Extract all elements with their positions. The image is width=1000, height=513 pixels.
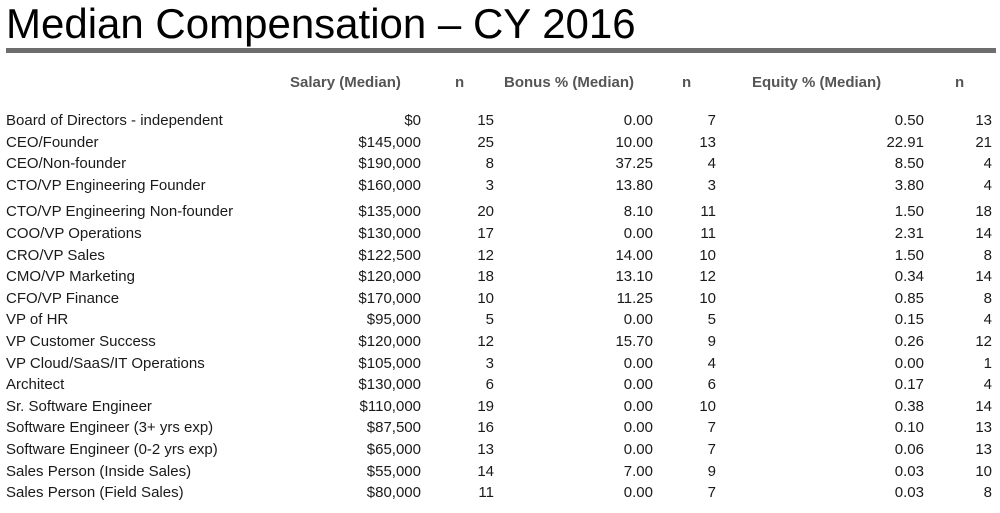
n-bonus-cell: 9 (707, 462, 716, 480)
equity-cell: 0.34 (894, 268, 924, 286)
role-cell: COO/VP Operations (6, 224, 142, 242)
bonus-cell: 0.00 (623, 484, 653, 502)
n-salary-cell: 13 (477, 440, 494, 458)
salary-cell: $145,000 (358, 133, 421, 151)
equity-cell: 0.10 (894, 419, 924, 437)
equity-cell: 0.38 (894, 397, 924, 415)
n-bonus-cell: 5 (707, 311, 716, 329)
n-salary-cell: 18 (477, 268, 494, 286)
table-row (0, 482, 1000, 504)
table-row (0, 266, 1000, 288)
column-header-n-salary: n (455, 74, 465, 91)
table-row (0, 331, 1000, 353)
equity-cell: 1.50 (894, 203, 924, 221)
salary-cell: $0 (404, 112, 421, 129)
role-cell: Software Engineer (0-2 yrs exp) (6, 440, 218, 458)
table-row (0, 461, 1000, 483)
n-equity-cell: 13 (975, 440, 992, 458)
salary-cell: $105,000 (358, 354, 421, 372)
bonus-cell: 11.25 (616, 289, 653, 307)
role-cell: CRO/VP Sales (6, 246, 105, 264)
n-salary-cell: 20 (477, 203, 494, 221)
table-row (0, 288, 1000, 310)
salary-cell: $130,000 (358, 224, 421, 242)
role-cell: Sales Person (Field Sales) (6, 484, 184, 502)
n-equity-cell: 4 (983, 376, 992, 394)
n-equity-cell: 14 (975, 397, 992, 415)
bonus-cell: 0.00 (623, 354, 653, 372)
n-bonus-cell: 9 (707, 332, 716, 350)
bonus-cell: 10.00 (615, 133, 653, 151)
n-salary-cell: 19 (477, 397, 494, 415)
equity-cell: 1.50 (894, 246, 924, 264)
bonus-cell: 13.10 (615, 268, 653, 286)
n-bonus-cell: 10 (699, 397, 716, 415)
n-bonus-cell: 4 (707, 155, 716, 173)
n-equity-cell: 4 (983, 311, 992, 329)
column-header-equity: Equity % (Median) (752, 74, 882, 91)
salary-cell: $65,000 (366, 440, 421, 458)
n-bonus-cell: 11 (700, 224, 716, 242)
n-salary-cell: 5 (485, 311, 494, 329)
salary-cell: $110,000 (359, 397, 421, 415)
role-cell: Architect (6, 376, 65, 394)
role-cell: VP of HR (6, 311, 69, 329)
salary-cell: $55,000 (366, 462, 421, 480)
equity-cell: 8.50 (894, 155, 924, 173)
n-salary-cell: 12 (477, 246, 494, 264)
n-equity-cell: 14 (975, 224, 992, 242)
n-equity-cell: 8 (983, 246, 992, 264)
column-header-n-equity: n (955, 74, 965, 91)
equity-cell: 0.15 (894, 311, 924, 329)
equity-cell: 22.91 (886, 133, 924, 151)
table-row (0, 309, 1000, 331)
salary-cell: $122,500 (358, 246, 421, 264)
salary-cell: $170,000 (358, 289, 421, 307)
n-equity-cell: 1 (983, 354, 992, 372)
n-bonus-cell: 12 (699, 268, 716, 286)
table-row (0, 439, 1000, 461)
n-salary-cell: 10 (477, 289, 494, 307)
bonus-cell: 0.00 (623, 419, 653, 437)
n-bonus-cell: 4 (707, 354, 716, 372)
role-cell: Software Engineer (3+ yrs exp) (6, 419, 214, 437)
table-row (0, 110, 1000, 132)
n-bonus-cell: 7 (707, 419, 716, 437)
bonus-cell: 0.00 (623, 397, 653, 415)
column-header-salary: Salary (Median) (290, 74, 401, 91)
n-salary-cell: 14 (477, 462, 494, 480)
role-cell: CEO/Non-founder (6, 155, 127, 173)
bonus-cell: 8.10 (623, 203, 653, 221)
bonus-cell: 14.00 (615, 246, 653, 264)
n-salary-cell: 12 (477, 332, 494, 350)
n-equity-cell: 8 (983, 289, 992, 307)
n-equity-cell: 10 (975, 462, 992, 480)
salary-cell: $120,000 (358, 332, 421, 350)
table-row (0, 396, 1000, 418)
n-salary-cell: 17 (477, 224, 494, 242)
equity-cell: 0.03 (894, 484, 924, 502)
table-row (0, 132, 1000, 154)
role-cell: CEO/Founder (6, 133, 99, 151)
bonus-cell: 0.00 (623, 376, 653, 394)
page-title: Median Compensation – CY 2016 (6, 0, 636, 47)
n-bonus-cell: 7 (707, 440, 716, 458)
n-equity-cell: 18 (975, 203, 992, 221)
table-header (0, 74, 1000, 94)
n-equity-cell: 13 (975, 419, 992, 437)
equity-cell: 0.17 (894, 376, 924, 394)
table-row (0, 175, 1000, 197)
role-cell: CTO/VP Engineering Non-founder (6, 203, 234, 221)
table-row (0, 417, 1000, 439)
n-equity-cell: 4 (983, 176, 992, 194)
role-cell: VP Cloud/SaaS/IT Operations (6, 354, 205, 372)
bonus-cell: 13.80 (615, 176, 653, 194)
equity-cell: 0.26 (894, 332, 924, 350)
bonus-cell: 7.00 (623, 462, 653, 480)
role-cell: Board of Directors - independent (6, 112, 223, 129)
salary-cell: $190,000 (358, 155, 421, 173)
column-header-n-bonus: n (682, 74, 692, 91)
compensation-table (0, 110, 1000, 504)
role-cell: CFO/VP Finance (6, 289, 120, 307)
bonus-cell: 0.00 (623, 311, 653, 329)
n-bonus-cell: 13 (699, 133, 716, 151)
n-bonus-cell: 7 (707, 484, 716, 502)
n-bonus-cell: 10 (699, 246, 716, 264)
table-row (0, 353, 1000, 375)
n-bonus-cell: 10 (699, 289, 716, 307)
n-salary-cell: 16 (477, 419, 494, 437)
n-salary-cell: 11 (478, 484, 494, 502)
salary-cell: $87,500 (366, 419, 421, 437)
equity-cell: 0.85 (894, 289, 924, 307)
n-equity-cell: 21 (975, 133, 992, 151)
table-row (0, 223, 1000, 245)
table-row (0, 374, 1000, 396)
title-divider (6, 48, 996, 53)
column-header-bonus: Bonus % (Median) (504, 74, 634, 91)
n-bonus-cell: 3 (707, 176, 716, 194)
salary-cell: $160,000 (358, 176, 421, 194)
bonus-cell: 15.70 (615, 332, 653, 350)
salary-cell: $80,000 (366, 484, 421, 502)
n-salary-cell: 15 (477, 112, 494, 129)
n-salary-cell: 6 (485, 376, 494, 394)
n-bonus-cell: 11 (700, 203, 716, 221)
equity-cell: 0.50 (894, 112, 924, 129)
table-row (0, 245, 1000, 267)
n-equity-cell: 12 (975, 332, 992, 350)
salary-cell: $95,000 (366, 311, 421, 329)
equity-cell: 0.00 (894, 354, 924, 372)
equity-cell: 3.80 (894, 176, 924, 194)
n-equity-cell: 14 (975, 268, 992, 286)
role-cell: CMO/VP Marketing (6, 268, 135, 286)
n-salary-cell: 3 (485, 176, 494, 194)
role-cell: Sr. Software Engineer (6, 397, 152, 415)
role-cell: CTO/VP Engineering Founder (6, 176, 206, 194)
bonus-cell: 0.00 (623, 224, 653, 242)
n-bonus-cell: 7 (707, 112, 716, 129)
n-equity-cell: 13 (975, 112, 992, 129)
n-salary-cell: 3 (485, 354, 494, 372)
table-row (0, 153, 1000, 175)
n-salary-cell: 25 (477, 133, 494, 151)
equity-cell: 0.06 (894, 440, 924, 458)
bonus-cell: 0.00 (623, 440, 653, 458)
n-equity-cell: 4 (983, 155, 992, 173)
salary-cell: $130,000 (358, 376, 421, 394)
bonus-cell: 0.00 (623, 112, 653, 129)
role-cell: VP Customer Success (6, 332, 156, 350)
bonus-cell: 37.25 (615, 155, 653, 173)
n-equity-cell: 8 (983, 484, 992, 502)
role-cell: Sales Person (Inside Sales) (6, 462, 192, 480)
salary-cell: $135,000 (358, 203, 421, 221)
n-bonus-cell: 6 (707, 376, 716, 394)
salary-cell: $120,000 (358, 268, 421, 286)
equity-cell: 0.03 (894, 462, 924, 480)
n-salary-cell: 8 (485, 155, 494, 173)
equity-cell: 2.31 (894, 224, 924, 242)
table-row (0, 201, 1000, 223)
